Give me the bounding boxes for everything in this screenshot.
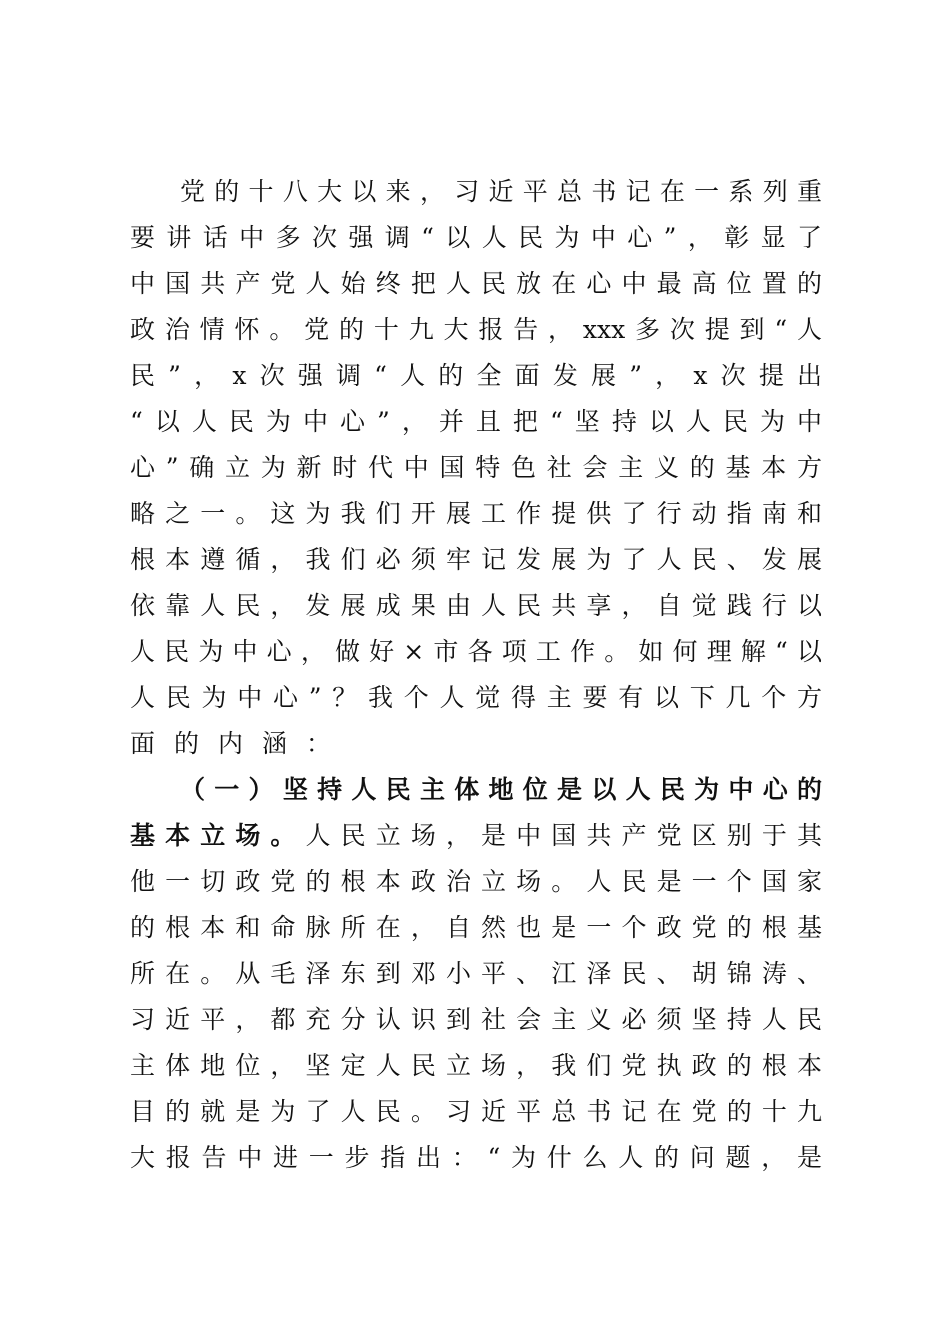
section-1-heading: （一）坚持人民主体地位是以人民为中心的 [180,775,822,804]
section-1-line-1-text: 人民立场，是中国共产党区别于其 [305,821,822,850]
section-1-line-6: 主体地位，坚定人民立场，我们党执政的根本 [130,1051,822,1080]
section-1-line-1 [130,816,822,856]
paragraph-1-line-2: 要讲话中多次强调“以人民为中心”，彰显了 [130,223,822,252]
section-1-line-4: 所在。从毛泽东到邓小平、江泽民、胡锦涛、 [130,959,822,988]
paragraph-1-line-5: 民”，x次强调“人的全面发展”，x次提出 [130,361,822,390]
section-1-line-8: 大报告中进一步指出：“为什么人的问题，是 [130,1143,822,1172]
paragraph-1-line-11: 人民为中心，做好×市各项工作。如何理解“以 [130,637,822,666]
paragraph-1-line-1: 党的十八大以来，习近平总书记在一系列重 [180,177,822,206]
paragraph-1-line-10: 依靠人民，发展成果由人民共享，自觉践行以 [130,591,822,620]
section-1-heading-end: 基本立场。 [130,821,306,850]
paragraph-1-line-4: 政治情怀。党的十九大报告，xxx多次提到“人 [130,315,822,344]
paragraph-1-line-9: 根本遵循，我们必须牢记发展为了人民、发展 [130,545,822,574]
section-1-line-2: 他一切政党的根本政治立场。人民是一个国家 [130,867,822,896]
paragraph-1-line-12: 人民为中心”？我个人觉得主要有以下几个方 [130,683,822,712]
paragraph-1-line-8: 略之一。这为我们开展工作提供了行动指南和 [130,499,822,528]
section-1-line-3: 的根本和命脉所在，自然也是一个政党的根基 [130,913,822,942]
section-1-line-7: 目的就是为了人民。习近平总书记在党的十九 [130,1097,822,1126]
paragraph-1-line-13: 面的内涵： [130,729,351,758]
paragraph-1-line-3: 中国共产党人始终把人民放在心中最高位置的 [130,269,822,298]
section-1-line-5: 习近平，都充分认识到社会主义必须坚持人民 [130,1005,822,1034]
paragraph-1-line-7: 心”确立为新时代中国特色社会主义的基本方 [130,453,822,482]
paragraph-1-line-6: “以人民为中心”，并且把“坚持以人民为中 [130,407,822,436]
